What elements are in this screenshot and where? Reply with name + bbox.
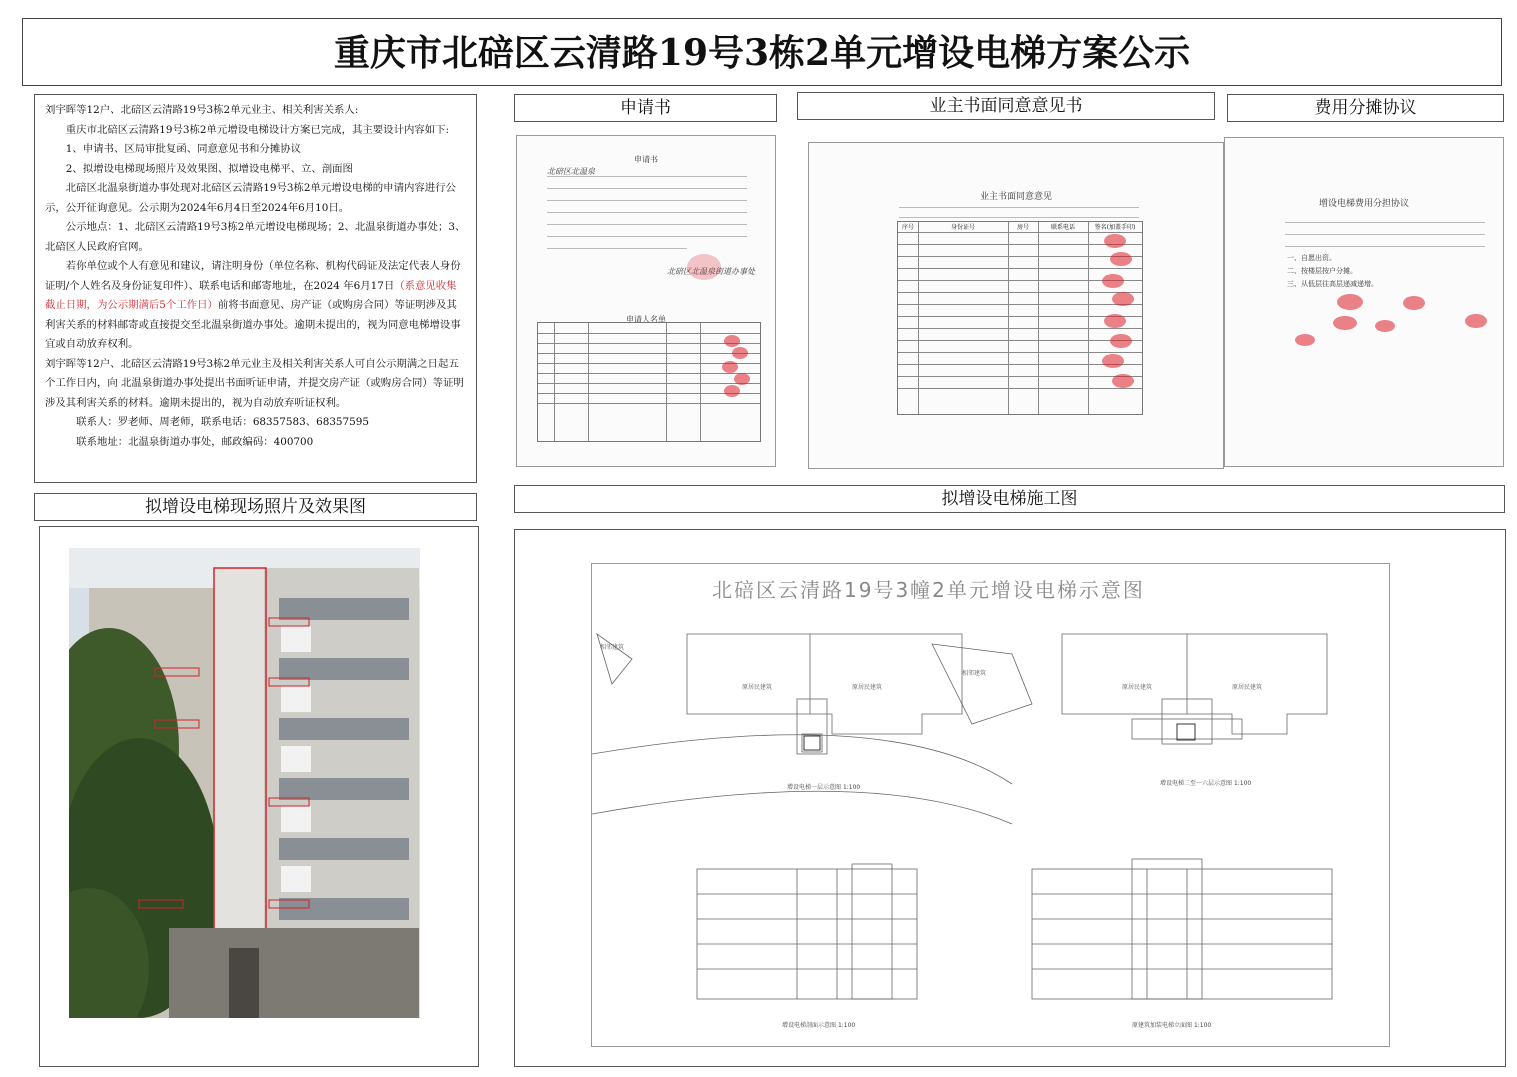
notice-address: 联系地址：北温泉街道办事处，邮政编码：400700: [76, 435, 314, 448]
section-title-photos: 拟增设电梯现场照片及效果图: [34, 493, 477, 521]
plan1-neighbor-label-2: 相邻建筑: [962, 670, 987, 677]
page-title: 重庆市北碚区云清路19号3栋2单元增设电梯方案公示: [22, 18, 1502, 86]
application-list-title: 申请人名单: [626, 315, 666, 324]
consent-col-2: 房号: [1016, 224, 1029, 231]
cost-item-1: 一、自愿出资。: [1287, 254, 1336, 262]
notice-location: 公示地点：1、北碚区云清路19号3栋2单元增设电梯现场；2、北温泉街道办事处；3、北碚区人民政府官网。: [45, 221, 466, 253]
drawing-illustration: [592, 564, 1391, 1048]
construction-drawing: [591, 563, 1390, 1047]
notice-intro: 重庆市北碚区云清路19号3栋2单元增设电梯设计方案已完成，其主要设计内容如下:: [65, 123, 450, 136]
consent-col-1: 身份证号: [950, 224, 975, 231]
plan2-room-label-2: 原居民建筑: [1232, 684, 1263, 691]
plan2-room-label: 原居民建筑: [1122, 684, 1153, 691]
cost-item-2: 二、按楼层按户分摊。: [1287, 267, 1357, 275]
cost-doc-title: 增设电梯费用分担协议: [1318, 199, 1409, 209]
plan1-neighbor-label: 相邻建筑: [600, 644, 625, 651]
notice-addressee: 刘宇晖等12户、北碚区云清路19号3栋2单元业主、相关利害关系人:: [45, 104, 359, 116]
consent-col-3: 联系电话: [1050, 224, 1075, 231]
cost-item-3: 三、从低层往高层递减递增。: [1287, 280, 1378, 288]
application-document: 申请书 北碚区北温泉 北碚区北温泉街道办事处 申请人名单: [516, 135, 776, 467]
cost-document: [1224, 137, 1504, 467]
section-title-application: 申请书: [514, 94, 777, 122]
section-caption: 增设电梯剖面示意图 1:100: [782, 1022, 856, 1029]
section-title-cost: 费用分摊协议: [1227, 94, 1504, 122]
consent-col-0: 序号: [901, 224, 914, 231]
consent-doc-title: 业主书面同意意见: [979, 192, 1052, 202]
consent-col-4: 签名(加盖手印): [1094, 224, 1136, 231]
section-title-construction: 拟增设电梯施工图: [514, 485, 1505, 513]
plan1-caption: 增设电梯一层示意图 1:100: [787, 784, 861, 791]
drawing-title: 北碚区云清路19号3幢2单元增设电梯示意图: [712, 578, 1145, 602]
consent-document: [808, 142, 1224, 469]
plan2-caption: 增设电梯二至一六层示意图 1:100: [1160, 780, 1252, 787]
notice-period: 北碚区北温泉街道办事处现对北碚区云清路19号3栋2单元增设电梯的申请内容进行公示，公开征询意见。公示期为2024年6月4日至2024年6月10日。: [45, 182, 456, 214]
notice-opinion-b: 前将书面意见、房产证（或购房合同）等证明涉及其利害关系的材料邮寄或直接提交至北温泉街道办事处。逾期未提出的，视为同意电梯增设事宜或自动放弃权利。: [45, 299, 461, 350]
plan1-room-label-2: 原居民建筑: [852, 684, 883, 691]
notice-opinion: [45, 257, 466, 355]
notice-item-2: 2、拟增设电梯现场照片及效果图、拟增设电梯平、立、剖面图: [65, 162, 353, 175]
notice-item-1: 1、申请书、区局审批复函、同意意见书和分摊协议: [65, 143, 301, 155]
notice-opinion-a: 若你单位或个人有意见和建议，请注明身份（单位名称、机构代码证及法定代表人身份证明/个人姓名及身份证复印件）、联系电话和邮寄地址，在2024 年6月17日: [45, 260, 461, 292]
notice-hearing: 刘宇晖等12户、北碚区云清路19号3栋2单元业主及相关利害关系人可自公示期满之日起五个工作日内，向 北温泉街道办事处提出书面听证申请，并提交房产证（或购房合同）等证明涉及其利害关系的材料。逾期未提出的，视为自动放弃听证权利。: [45, 357, 464, 409]
notice-contact: 联系人：罗老师、周老师，联系电话：68357583、68357595: [76, 416, 369, 428]
plan1-room-label: 原居民建筑: [742, 684, 773, 691]
notice-panel: [34, 94, 477, 483]
site-photo: [69, 548, 420, 1018]
elevation-caption: 原建筑加装电梯立面图 1:100: [1132, 1022, 1212, 1029]
section-title-consent: 业主书面同意意见书: [797, 92, 1215, 120]
notice-deadline-note: （系意见收集截止日期，为公示期满后5个工作日）: [45, 279, 457, 311]
application-doc-title: 申请书: [634, 155, 658, 164]
building-photo-illustration: [69, 548, 420, 1018]
